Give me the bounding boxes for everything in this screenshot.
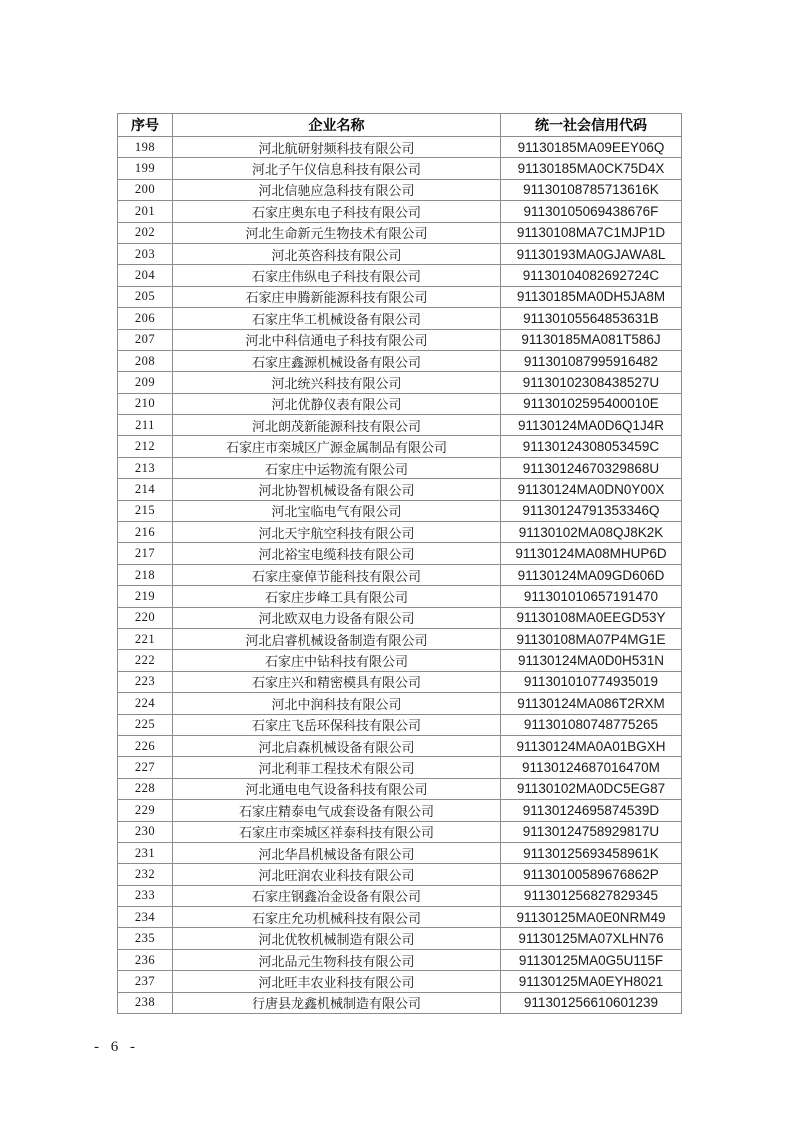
serial-number-cell: 215 bbox=[118, 500, 173, 521]
header-credit-code: 统一社会信用代码 bbox=[501, 114, 682, 137]
table-row bbox=[118, 179, 682, 200]
table-row bbox=[118, 693, 682, 714]
serial-number-cell: 217 bbox=[118, 543, 173, 564]
company-name-cell: 河北宝临电气有限公司 bbox=[173, 500, 501, 521]
serial-number-cell: 230 bbox=[118, 821, 173, 842]
company-name-cell: 河北优静仪表有限公司 bbox=[173, 393, 501, 414]
serial-number-cell: 224 bbox=[118, 693, 173, 714]
table-row bbox=[118, 864, 682, 885]
serial-number-cell: 237 bbox=[118, 971, 173, 992]
serial-number-cell: 204 bbox=[118, 265, 173, 286]
serial-number-cell: 218 bbox=[118, 564, 173, 585]
company-name-cell: 石家庄中钻科技有限公司 bbox=[173, 650, 501, 671]
credit-code-cell: 91130105564853631B bbox=[501, 308, 682, 329]
table-row bbox=[118, 971, 682, 992]
serial-number-cell: 227 bbox=[118, 757, 173, 778]
company-name-cell: 河北启森机械设备有限公司 bbox=[173, 735, 501, 756]
company-name-cell: 河北通电电气设备科技有限公司 bbox=[173, 778, 501, 799]
credit-code-cell: 91130193MA0GJAWA8L bbox=[501, 243, 682, 264]
credit-code-cell: 91130125MA07XLHN76 bbox=[501, 928, 682, 949]
table-row bbox=[118, 714, 682, 735]
company-name-cell: 河北中科信通电子科技有限公司 bbox=[173, 329, 501, 350]
table-row bbox=[118, 137, 682, 158]
serial-number-cell: 213 bbox=[118, 457, 173, 478]
table-row bbox=[118, 457, 682, 478]
credit-code-cell: 91130124MA086T2RXM bbox=[501, 693, 682, 714]
credit-code-cell: 91130124MA0D6Q1J4R bbox=[501, 415, 682, 436]
table-row bbox=[118, 757, 682, 778]
credit-code-cell: 91130185MA081T586J bbox=[501, 329, 682, 350]
credit-code-cell: 91130102MA08QJ8K2K bbox=[501, 522, 682, 543]
serial-number-cell: 199 bbox=[118, 158, 173, 179]
serial-number-cell: 200 bbox=[118, 179, 173, 200]
company-name-cell: 石家庄市栾城区祥泰科技有限公司 bbox=[173, 821, 501, 842]
serial-number-cell: 202 bbox=[118, 222, 173, 243]
credit-code-cell: 91130108785713616K bbox=[501, 179, 682, 200]
serial-number-cell: 203 bbox=[118, 243, 173, 264]
header-company-name: 企业名称 bbox=[173, 114, 501, 137]
serial-number-cell: 212 bbox=[118, 436, 173, 457]
credit-code-cell: 91130125MA0EYH8021 bbox=[501, 971, 682, 992]
credit-code-cell: 91130125MA0E0NRM49 bbox=[501, 907, 682, 928]
serial-number-cell: 223 bbox=[118, 671, 173, 692]
table-row bbox=[118, 778, 682, 799]
company-name-cell: 河北中润科技有限公司 bbox=[173, 693, 501, 714]
table-row bbox=[118, 735, 682, 756]
credit-code-cell: 91130124308053459C bbox=[501, 436, 682, 457]
table-row bbox=[118, 607, 682, 628]
table-row bbox=[118, 907, 682, 928]
credit-code-cell: 911301256610601239 bbox=[501, 992, 682, 1013]
credit-code-cell: 911301010657191470 bbox=[501, 586, 682, 607]
serial-number-cell: 207 bbox=[118, 329, 173, 350]
table-row bbox=[118, 222, 682, 243]
company-name-cell: 河北子午仪信息科技有限公司 bbox=[173, 158, 501, 179]
company-name-cell: 河北品元生物科技有限公司 bbox=[173, 949, 501, 970]
credit-code-cell: 91130124MA0D0H531N bbox=[501, 650, 682, 671]
serial-number-cell: 234 bbox=[118, 907, 173, 928]
credit-code-cell: 91130108MA7C1MJP1D bbox=[501, 222, 682, 243]
serial-number-cell: 232 bbox=[118, 864, 173, 885]
table-row bbox=[118, 522, 682, 543]
table-row bbox=[118, 286, 682, 307]
credit-code-cell: 911301010774935019 bbox=[501, 671, 682, 692]
serial-number-cell: 211 bbox=[118, 415, 173, 436]
company-name-cell: 石家庄允功机械科技有限公司 bbox=[173, 907, 501, 928]
credit-code-cell: 91130185MA0DH5JA8M bbox=[501, 286, 682, 307]
company-name-cell: 河北启睿机械设备制造有限公司 bbox=[173, 628, 501, 649]
company-name-cell: 石家庄豪倬节能科技有限公司 bbox=[173, 564, 501, 585]
credit-code-cell: 911301087995916482 bbox=[501, 350, 682, 371]
table-row bbox=[118, 350, 682, 371]
company-name-cell: 河北天宇航空科技有限公司 bbox=[173, 522, 501, 543]
company-name-cell: 石家庄钢鑫冶金设备有限公司 bbox=[173, 885, 501, 906]
company-name-cell: 石家庄步峰工具有限公司 bbox=[173, 586, 501, 607]
serial-number-cell: 198 bbox=[118, 137, 173, 158]
credit-code-cell: 91130102MA0DC5EG87 bbox=[501, 778, 682, 799]
table-row bbox=[118, 842, 682, 863]
company-name-cell: 河北利菲工程技术有限公司 bbox=[173, 757, 501, 778]
company-name-cell: 石家庄中运物流有限公司 bbox=[173, 457, 501, 478]
serial-number-cell: 233 bbox=[118, 885, 173, 906]
table-row bbox=[118, 671, 682, 692]
table-row bbox=[118, 543, 682, 564]
credit-code-cell: 91130102595400010E bbox=[501, 393, 682, 414]
company-name-cell: 石家庄兴和精密模具有限公司 bbox=[173, 671, 501, 692]
page-number: - 6 - bbox=[94, 1039, 139, 1055]
serial-number-cell: 236 bbox=[118, 949, 173, 970]
table-row bbox=[118, 628, 682, 649]
company-name-cell: 河北华昌机械设备有限公司 bbox=[173, 842, 501, 863]
table-row bbox=[118, 821, 682, 842]
table-row bbox=[118, 650, 682, 671]
serial-number-cell: 210 bbox=[118, 393, 173, 414]
table-row bbox=[118, 243, 682, 264]
credit-code-cell: 91130124MA0DN0Y00X bbox=[501, 479, 682, 500]
company-table-body bbox=[118, 137, 682, 1014]
company-name-cell: 石家庄精泰电气成套设备有限公司 bbox=[173, 800, 501, 821]
table-row bbox=[118, 436, 682, 457]
credit-code-cell: 91130124MA08MHUP6D bbox=[501, 543, 682, 564]
credit-code-cell: 911301080748775265 bbox=[501, 714, 682, 735]
table-row bbox=[118, 265, 682, 286]
table-row bbox=[118, 564, 682, 585]
company-name-cell: 河北生命新元生物技术有限公司 bbox=[173, 222, 501, 243]
company-name-cell: 河北旺丰农业科技有限公司 bbox=[173, 971, 501, 992]
serial-number-cell: 206 bbox=[118, 308, 173, 329]
serial-number-cell: 226 bbox=[118, 735, 173, 756]
credit-code-cell: 91130102308438527U bbox=[501, 372, 682, 393]
table-row bbox=[118, 372, 682, 393]
serial-number-cell: 225 bbox=[118, 714, 173, 735]
company-table bbox=[117, 113, 682, 1014]
serial-number-cell: 219 bbox=[118, 586, 173, 607]
table-row bbox=[118, 928, 682, 949]
table-row bbox=[118, 992, 682, 1013]
table-row bbox=[118, 949, 682, 970]
company-name-cell: 石家庄鑫源机械设备有限公司 bbox=[173, 350, 501, 371]
serial-number-cell: 205 bbox=[118, 286, 173, 307]
company-name-cell: 河北信驰应急科技有限公司 bbox=[173, 179, 501, 200]
company-name-cell: 石家庄华工机械设备有限公司 bbox=[173, 308, 501, 329]
credit-code-cell: 91130125693458961K bbox=[501, 842, 682, 863]
serial-number-cell: 209 bbox=[118, 372, 173, 393]
serial-number-cell: 208 bbox=[118, 350, 173, 371]
credit-code-cell: 91130125MA0G5U115F bbox=[501, 949, 682, 970]
serial-number-cell: 222 bbox=[118, 650, 173, 671]
credit-code-cell: 91130124687016470M bbox=[501, 757, 682, 778]
serial-number-cell: 214 bbox=[118, 479, 173, 500]
company-name-cell: 石家庄市栾城区广源金属制品有限公司 bbox=[173, 436, 501, 457]
company-name-cell: 河北裕宝电缆科技有限公司 bbox=[173, 543, 501, 564]
credit-code-cell: 91130124791353346Q bbox=[501, 500, 682, 521]
company-name-cell: 石家庄伟纵电子科技有限公司 bbox=[173, 265, 501, 286]
company-name-cell: 河北航研射频科技有限公司 bbox=[173, 137, 501, 158]
company-name-cell: 河北朗茂新能源科技有限公司 bbox=[173, 415, 501, 436]
table-row bbox=[118, 158, 682, 179]
serial-number-cell: 238 bbox=[118, 992, 173, 1013]
company-name-cell: 河北欧双电力设备有限公司 bbox=[173, 607, 501, 628]
credit-code-cell: 91130124670329868U bbox=[501, 457, 682, 478]
company-name-cell: 河北英咨科技有限公司 bbox=[173, 243, 501, 264]
serial-number-cell: 216 bbox=[118, 522, 173, 543]
credit-code-cell: 91130108MA07P4MG1E bbox=[501, 628, 682, 649]
table-row bbox=[118, 329, 682, 350]
serial-number-cell: 235 bbox=[118, 928, 173, 949]
serial-number-cell: 221 bbox=[118, 628, 173, 649]
company-name-cell: 河北协智机械设备有限公司 bbox=[173, 479, 501, 500]
company-name-cell: 石家庄飞岳环保科技有限公司 bbox=[173, 714, 501, 735]
table-row bbox=[118, 479, 682, 500]
table-row bbox=[118, 308, 682, 329]
company-name-cell: 石家庄奥东电子科技有限公司 bbox=[173, 201, 501, 222]
credit-code-cell: 91130185MA0CK75D4X bbox=[501, 158, 682, 179]
credit-code-cell: 91130124758929817U bbox=[501, 821, 682, 842]
table-row bbox=[118, 586, 682, 607]
table-row bbox=[118, 201, 682, 222]
table-row bbox=[118, 800, 682, 821]
credit-code-cell: 91130100589676862P bbox=[501, 864, 682, 885]
table-row bbox=[118, 500, 682, 521]
credit-code-cell: 91130124MA0A01BGXH bbox=[501, 735, 682, 756]
company-name-cell: 河北统兴科技有限公司 bbox=[173, 372, 501, 393]
serial-number-cell: 229 bbox=[118, 800, 173, 821]
company-name-cell: 河北旺润农业科技有限公司 bbox=[173, 864, 501, 885]
table-row bbox=[118, 885, 682, 906]
credit-code-cell: 91130185MA09EEY06Q bbox=[501, 137, 682, 158]
table-header-row bbox=[118, 114, 682, 137]
table-row bbox=[118, 415, 682, 436]
serial-number-cell: 220 bbox=[118, 607, 173, 628]
credit-code-cell: 91130124695874539D bbox=[501, 800, 682, 821]
company-name-cell: 行唐县龙鑫机械制造有限公司 bbox=[173, 992, 501, 1013]
serial-number-cell: 231 bbox=[118, 842, 173, 863]
serial-number-cell: 228 bbox=[118, 778, 173, 799]
credit-code-cell: 91130104082692724C bbox=[501, 265, 682, 286]
credit-code-cell: 91130108MA0EEGD53Y bbox=[501, 607, 682, 628]
header-serial-number: 序号 bbox=[118, 114, 173, 137]
credit-code-cell: 91130124MA09GD606D bbox=[501, 564, 682, 585]
credit-code-cell: 911301256827829345 bbox=[501, 885, 682, 906]
serial-number-cell: 201 bbox=[118, 201, 173, 222]
company-name-cell: 河北优牧机械制造有限公司 bbox=[173, 928, 501, 949]
credit-code-cell: 91130105069438676F bbox=[501, 201, 682, 222]
table-row bbox=[118, 393, 682, 414]
company-name-cell: 石家庄申腾新能源科技有限公司 bbox=[173, 286, 501, 307]
